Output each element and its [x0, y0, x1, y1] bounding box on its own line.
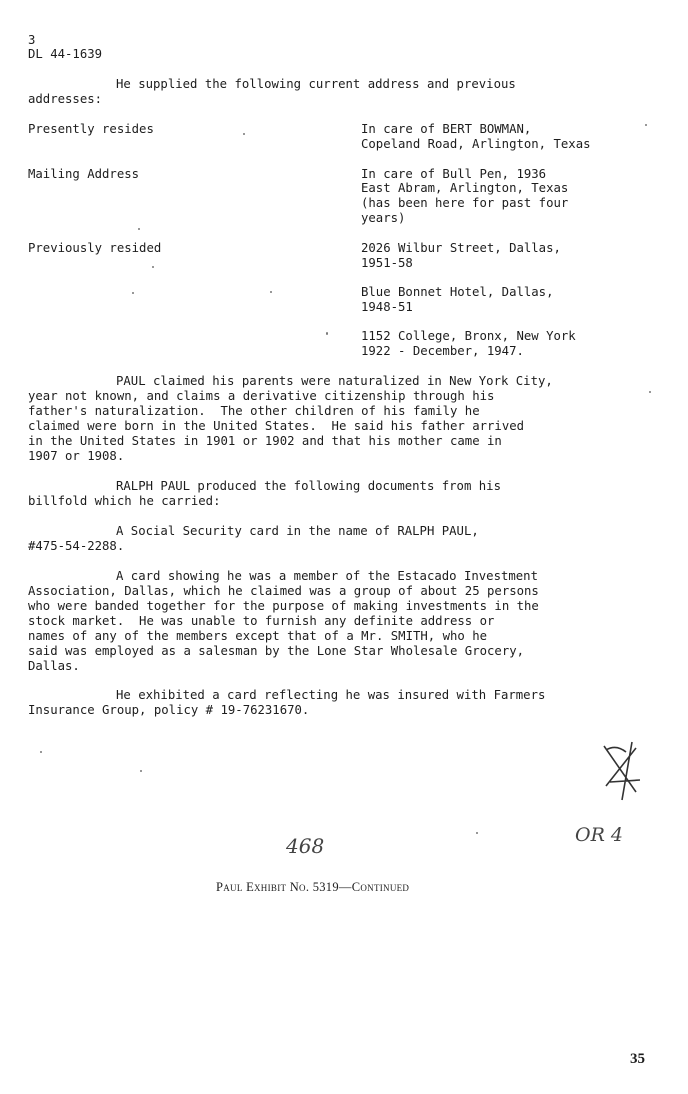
- paragraph-line: #475-54-2288.: [28, 539, 125, 553]
- paragraph-line: A Social Security card in the name of RALPH PAUL,: [116, 524, 479, 538]
- scan-speck: [132, 292, 134, 294]
- address-label: Previously resided: [28, 241, 162, 255]
- address-line: years): [361, 211, 406, 225]
- paragraph-line: PAUL claimed his parents were naturalized in New York City,: [116, 374, 553, 388]
- scan-speck: [140, 770, 142, 772]
- paragraph-line: Dallas.: [28, 659, 80, 673]
- paragraph-line: He exhibited a card reflecting he was insured with Farmers: [116, 688, 546, 702]
- address-line: (has been here for past four: [361, 196, 569, 210]
- scan-speck: [138, 228, 140, 230]
- paragraph-line: names of any of the members except that of a Mr. SMITH, who he: [28, 629, 488, 643]
- address-label: Presently resides: [28, 122, 154, 136]
- paragraph-line: claimed were born in the United States. He said his father arrived: [28, 419, 525, 433]
- exhibit-caption: Paul Exhibit No. 5319—Continued: [216, 880, 410, 894]
- address-line: 2026 Wilbur Street, Dallas,: [361, 241, 561, 255]
- address-line: 1922 - December, 1947.: [361, 344, 524, 358]
- address-line: East Abram, Arlington, Texas: [361, 181, 569, 195]
- handwritten-initials-mark: [596, 738, 646, 804]
- scan-speck: [476, 832, 478, 834]
- paragraph-line: Association, Dallas, which he claimed was a group of about 25 persons: [28, 584, 539, 598]
- paragraph-line: RALPH PAUL produced the following documents from his: [116, 479, 501, 493]
- paragraph-line: Insurance Group, policy # 19-76231670.: [28, 703, 310, 717]
- scan-speck: [649, 391, 651, 393]
- paragraph-line: year not known, and claims a derivative citizenship through his: [28, 389, 495, 403]
- address-line: In care of BERT BOWMAN,: [361, 122, 532, 136]
- intro-line: addresses:: [28, 92, 103, 106]
- footer-page-number: 35: [630, 1051, 645, 1067]
- handwritten-initials-note: OR 4: [575, 824, 624, 846]
- intro-line: He supplied the following current address and previous: [116, 77, 516, 91]
- scan-speck: [40, 751, 42, 753]
- paragraph-line: billfold which he carried:: [28, 494, 221, 508]
- paragraph-line: said was employed as a salesman by the Lone Star Wholesale Grocery,: [28, 644, 525, 658]
- scan-speck: [326, 332, 328, 335]
- address-line: In care of Bull Pen, 1936: [361, 167, 547, 181]
- paragraph-line: 1907 or 1908.: [28, 449, 125, 463]
- paragraph-line: who were banded together for the purpose of making investments in the: [28, 599, 539, 613]
- scan-speck: [152, 266, 154, 268]
- address-line: 1948-51: [361, 300, 413, 314]
- scan-speck: [270, 291, 272, 293]
- address-label: Mailing Address: [28, 167, 140, 181]
- scan-speck: [645, 124, 647, 126]
- page-number: 3: [28, 33, 36, 47]
- paragraph-line: A card showing he was a member of the Estacado Investment: [116, 569, 538, 583]
- paragraph-line: in the United States in 1901 or 1902 and that his mother came in: [28, 434, 502, 448]
- address-line: Blue Bonnet Hotel, Dallas,: [361, 285, 554, 299]
- handwritten-page-mark: 468: [286, 834, 325, 858]
- address-line: Copeland Road, Arlington, Texas: [361, 137, 591, 151]
- paragraph-line: father's naturalization. The other children of his family he: [28, 404, 480, 418]
- file-number: DL 44-1639: [28, 47, 103, 61]
- address-line: 1152 College, Bronx, New York: [361, 329, 576, 343]
- scan-speck: [243, 133, 245, 135]
- paragraph-line: stock market. He was unable to furnish any definite address or: [28, 614, 495, 628]
- address-line: 1951-58: [361, 256, 413, 270]
